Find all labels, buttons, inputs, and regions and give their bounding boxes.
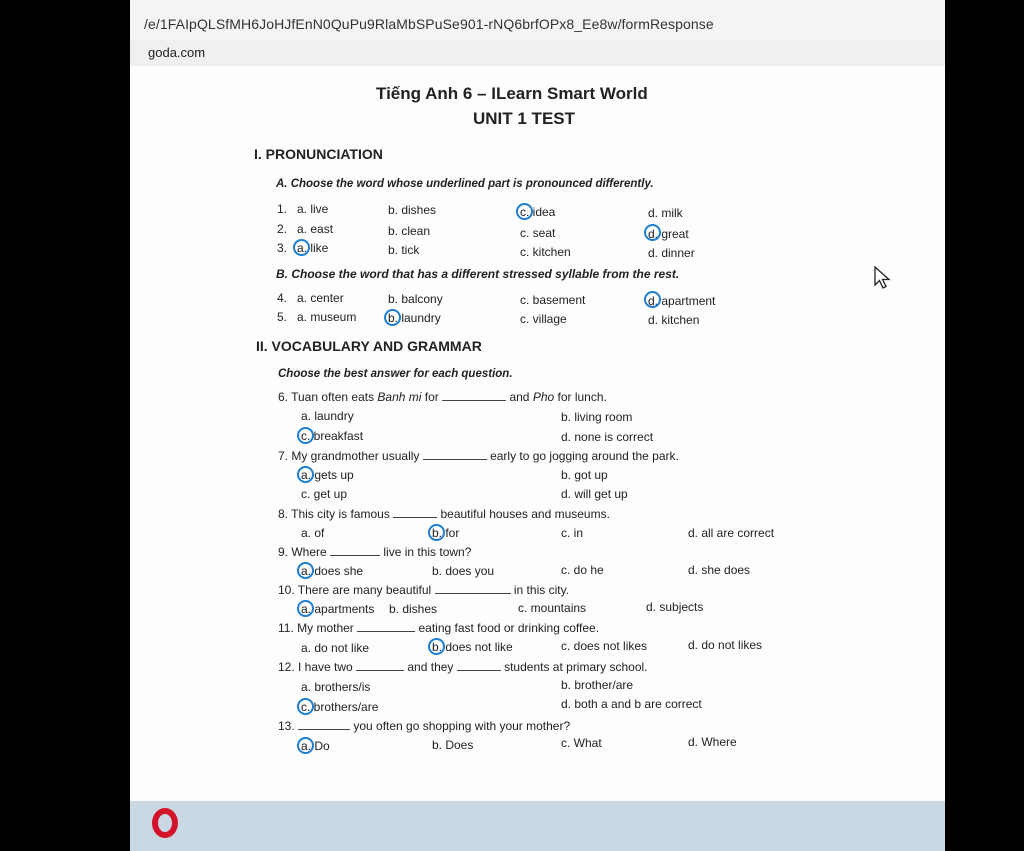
q9-blank bbox=[330, 545, 380, 556]
q6-option-c: c. breakfast bbox=[301, 429, 364, 443]
answer-circle-icon bbox=[644, 224, 661, 241]
q13-option-c: c. What bbox=[561, 736, 602, 750]
q4-option-c: c. basement bbox=[520, 293, 586, 307]
q12-option-d: d. both a and b are correct bbox=[561, 697, 702, 711]
answer-circle-icon bbox=[644, 291, 661, 308]
q10-blank bbox=[435, 583, 511, 594]
q6-option-a: a. laundry bbox=[301, 409, 354, 423]
q4-option-a: a. center bbox=[297, 291, 344, 305]
q13-option-a: a. Do bbox=[301, 739, 330, 753]
answer-circle-icon bbox=[297, 600, 314, 617]
q5-option-d: d. kitchen bbox=[648, 313, 700, 327]
q3-option-c: c. kitchen bbox=[520, 245, 571, 259]
q12-blank-1 bbox=[356, 660, 404, 671]
bookmark-link[interactable]: goda.com bbox=[148, 45, 206, 60]
opera-icon[interactable] bbox=[152, 808, 178, 838]
q8-stem: 8. This city is famous beautiful houses and museums. bbox=[278, 507, 610, 521]
q6-option-d: d. none is correct bbox=[561, 430, 654, 444]
q6-blank bbox=[442, 390, 506, 401]
answer-circle-icon bbox=[428, 638, 445, 655]
q1-number: 1. bbox=[277, 202, 288, 216]
q4-option-b: b. balcony bbox=[388, 292, 443, 306]
q11-blank bbox=[357, 621, 415, 632]
q12-option-a: a. brothers/is bbox=[301, 680, 371, 694]
q13-blank bbox=[298, 719, 350, 730]
q1-option-d: d. milk bbox=[648, 206, 683, 220]
q11-stem: 11. My mother eating fast food or drinking coffee. bbox=[278, 621, 600, 635]
q3-option-a: a. like bbox=[297, 241, 329, 255]
q4-number: 4. bbox=[277, 291, 288, 305]
part-ii-instruction: Choose the best answer for each question. bbox=[278, 368, 513, 380]
q9-option-b: b. does you bbox=[432, 564, 495, 578]
answer-circle-icon bbox=[297, 698, 314, 715]
url-text[interactable]: /e/1FAIpQLSfMH6JoHJfEnN0QuPu9RlaMbSPuSe901-rNQ6brfOPx8_Ee8w/formResponse bbox=[144, 16, 714, 32]
answer-circle-icon bbox=[428, 524, 445, 541]
q2-option-d: d. great bbox=[648, 227, 689, 241]
q3-number: 3. bbox=[277, 241, 288, 255]
part-b-instruction: B. Choose the word that has a different stressed syllable from the rest. bbox=[276, 267, 680, 281]
q11-option-a: a. do not like bbox=[301, 641, 370, 655]
q12-option-c: c. brothers/are bbox=[301, 700, 379, 714]
q7-option-c: c. get up bbox=[301, 487, 348, 501]
answer-circle-icon bbox=[297, 562, 314, 579]
doc-subtitle: UNIT 1 TEST bbox=[473, 109, 576, 128]
q9-option-c: c. do he bbox=[561, 563, 604, 577]
q11-option-b: b. does not like bbox=[432, 640, 513, 654]
taskbar bbox=[130, 801, 945, 851]
q5-option-c: c. village bbox=[520, 312, 567, 326]
q2-number: 2. bbox=[277, 222, 288, 236]
q5-option-a: a. museum bbox=[297, 310, 357, 324]
answer-circle-icon bbox=[297, 427, 314, 444]
q2-option-c: c. seat bbox=[520, 226, 556, 240]
section-pronunciation: I. PRONUNCIATION bbox=[254, 146, 383, 162]
q10-option-a: a. apartments bbox=[301, 602, 375, 616]
q6-option-b: b. living room bbox=[561, 410, 633, 424]
q5-option-b: b. laundry bbox=[388, 311, 441, 325]
q4-option-d: d. apartment bbox=[648, 294, 716, 308]
q6-stem: 6. Tuan often eats Banh mi for and Pho for lunch. bbox=[278, 390, 607, 404]
q7-option-a: a. gets up bbox=[301, 468, 354, 482]
q3-option-b: b. tick bbox=[388, 243, 420, 257]
q1-option-c: c. idea bbox=[520, 205, 556, 219]
answer-circle-icon bbox=[516, 203, 533, 220]
q13-stem: 13. you often go shopping with your mother? bbox=[278, 719, 571, 733]
q11-option-c: c. does not likes bbox=[561, 639, 648, 653]
answer-circle-icon bbox=[384, 309, 401, 326]
q1-option-a: a. live bbox=[297, 202, 329, 216]
q9-option-d: d. she does bbox=[688, 563, 751, 577]
q7-option-b: b. got up bbox=[561, 468, 608, 482]
section-vocabulary-grammar: II. VOCABULARY AND GRAMMAR bbox=[256, 338, 482, 354]
q12-blank-2 bbox=[457, 660, 501, 671]
q13-option-b: b. Does bbox=[432, 738, 474, 752]
q10-option-c: c. mountains bbox=[518, 601, 587, 615]
q13-option-d: d. Where bbox=[688, 735, 737, 749]
q11-option-d: d. do not likes bbox=[688, 638, 763, 652]
monitor-screen bbox=[130, 0, 945, 851]
q5-number: 5. bbox=[277, 310, 288, 324]
answer-circle-icon bbox=[297, 466, 314, 483]
q2-option-b: b. clean bbox=[388, 224, 431, 238]
q3-option-d: d. dinner bbox=[648, 246, 695, 260]
q10-stem: 10. There are many beautiful in this city. bbox=[278, 583, 570, 597]
q7-blank bbox=[423, 449, 487, 460]
q7-stem: 7. My grandmother usually early to go jogging around the park. bbox=[278, 449, 679, 463]
q1-option-b: b. dishes bbox=[388, 203, 437, 217]
q8-option-d: d. all are correct bbox=[688, 526, 775, 540]
q8-blank bbox=[393, 507, 437, 518]
q9-stem: 9. Where live in this town? bbox=[278, 545, 472, 559]
doc-title: Tiếng Anh 6 – ILearn Smart World bbox=[376, 84, 648, 103]
address-bar[interactable] bbox=[130, 0, 945, 40]
test-document bbox=[130, 66, 945, 801]
q12-option-b: b. brother/are bbox=[561, 678, 634, 692]
mouse-cursor-icon bbox=[874, 266, 892, 290]
q8-option-a: a. of bbox=[301, 526, 325, 540]
q8-option-b: b. for bbox=[432, 526, 460, 540]
part-a-instruction: A. Choose the word whose underlined part is pronounced differently. bbox=[276, 178, 654, 190]
q8-option-c: c. in bbox=[561, 526, 584, 540]
q10-option-d: d. subjects bbox=[646, 600, 704, 614]
q10-option-b: b. dishes bbox=[389, 602, 438, 616]
q7-option-d: d. will get up bbox=[561, 487, 628, 501]
q9-option-a: a. does she bbox=[301, 564, 364, 578]
answer-circle-icon bbox=[293, 239, 310, 256]
q2-option-a: a. east bbox=[297, 222, 334, 236]
q12-stem: 12. I have two and they students at primary school. bbox=[278, 660, 648, 674]
answer-circle-icon bbox=[297, 737, 314, 754]
